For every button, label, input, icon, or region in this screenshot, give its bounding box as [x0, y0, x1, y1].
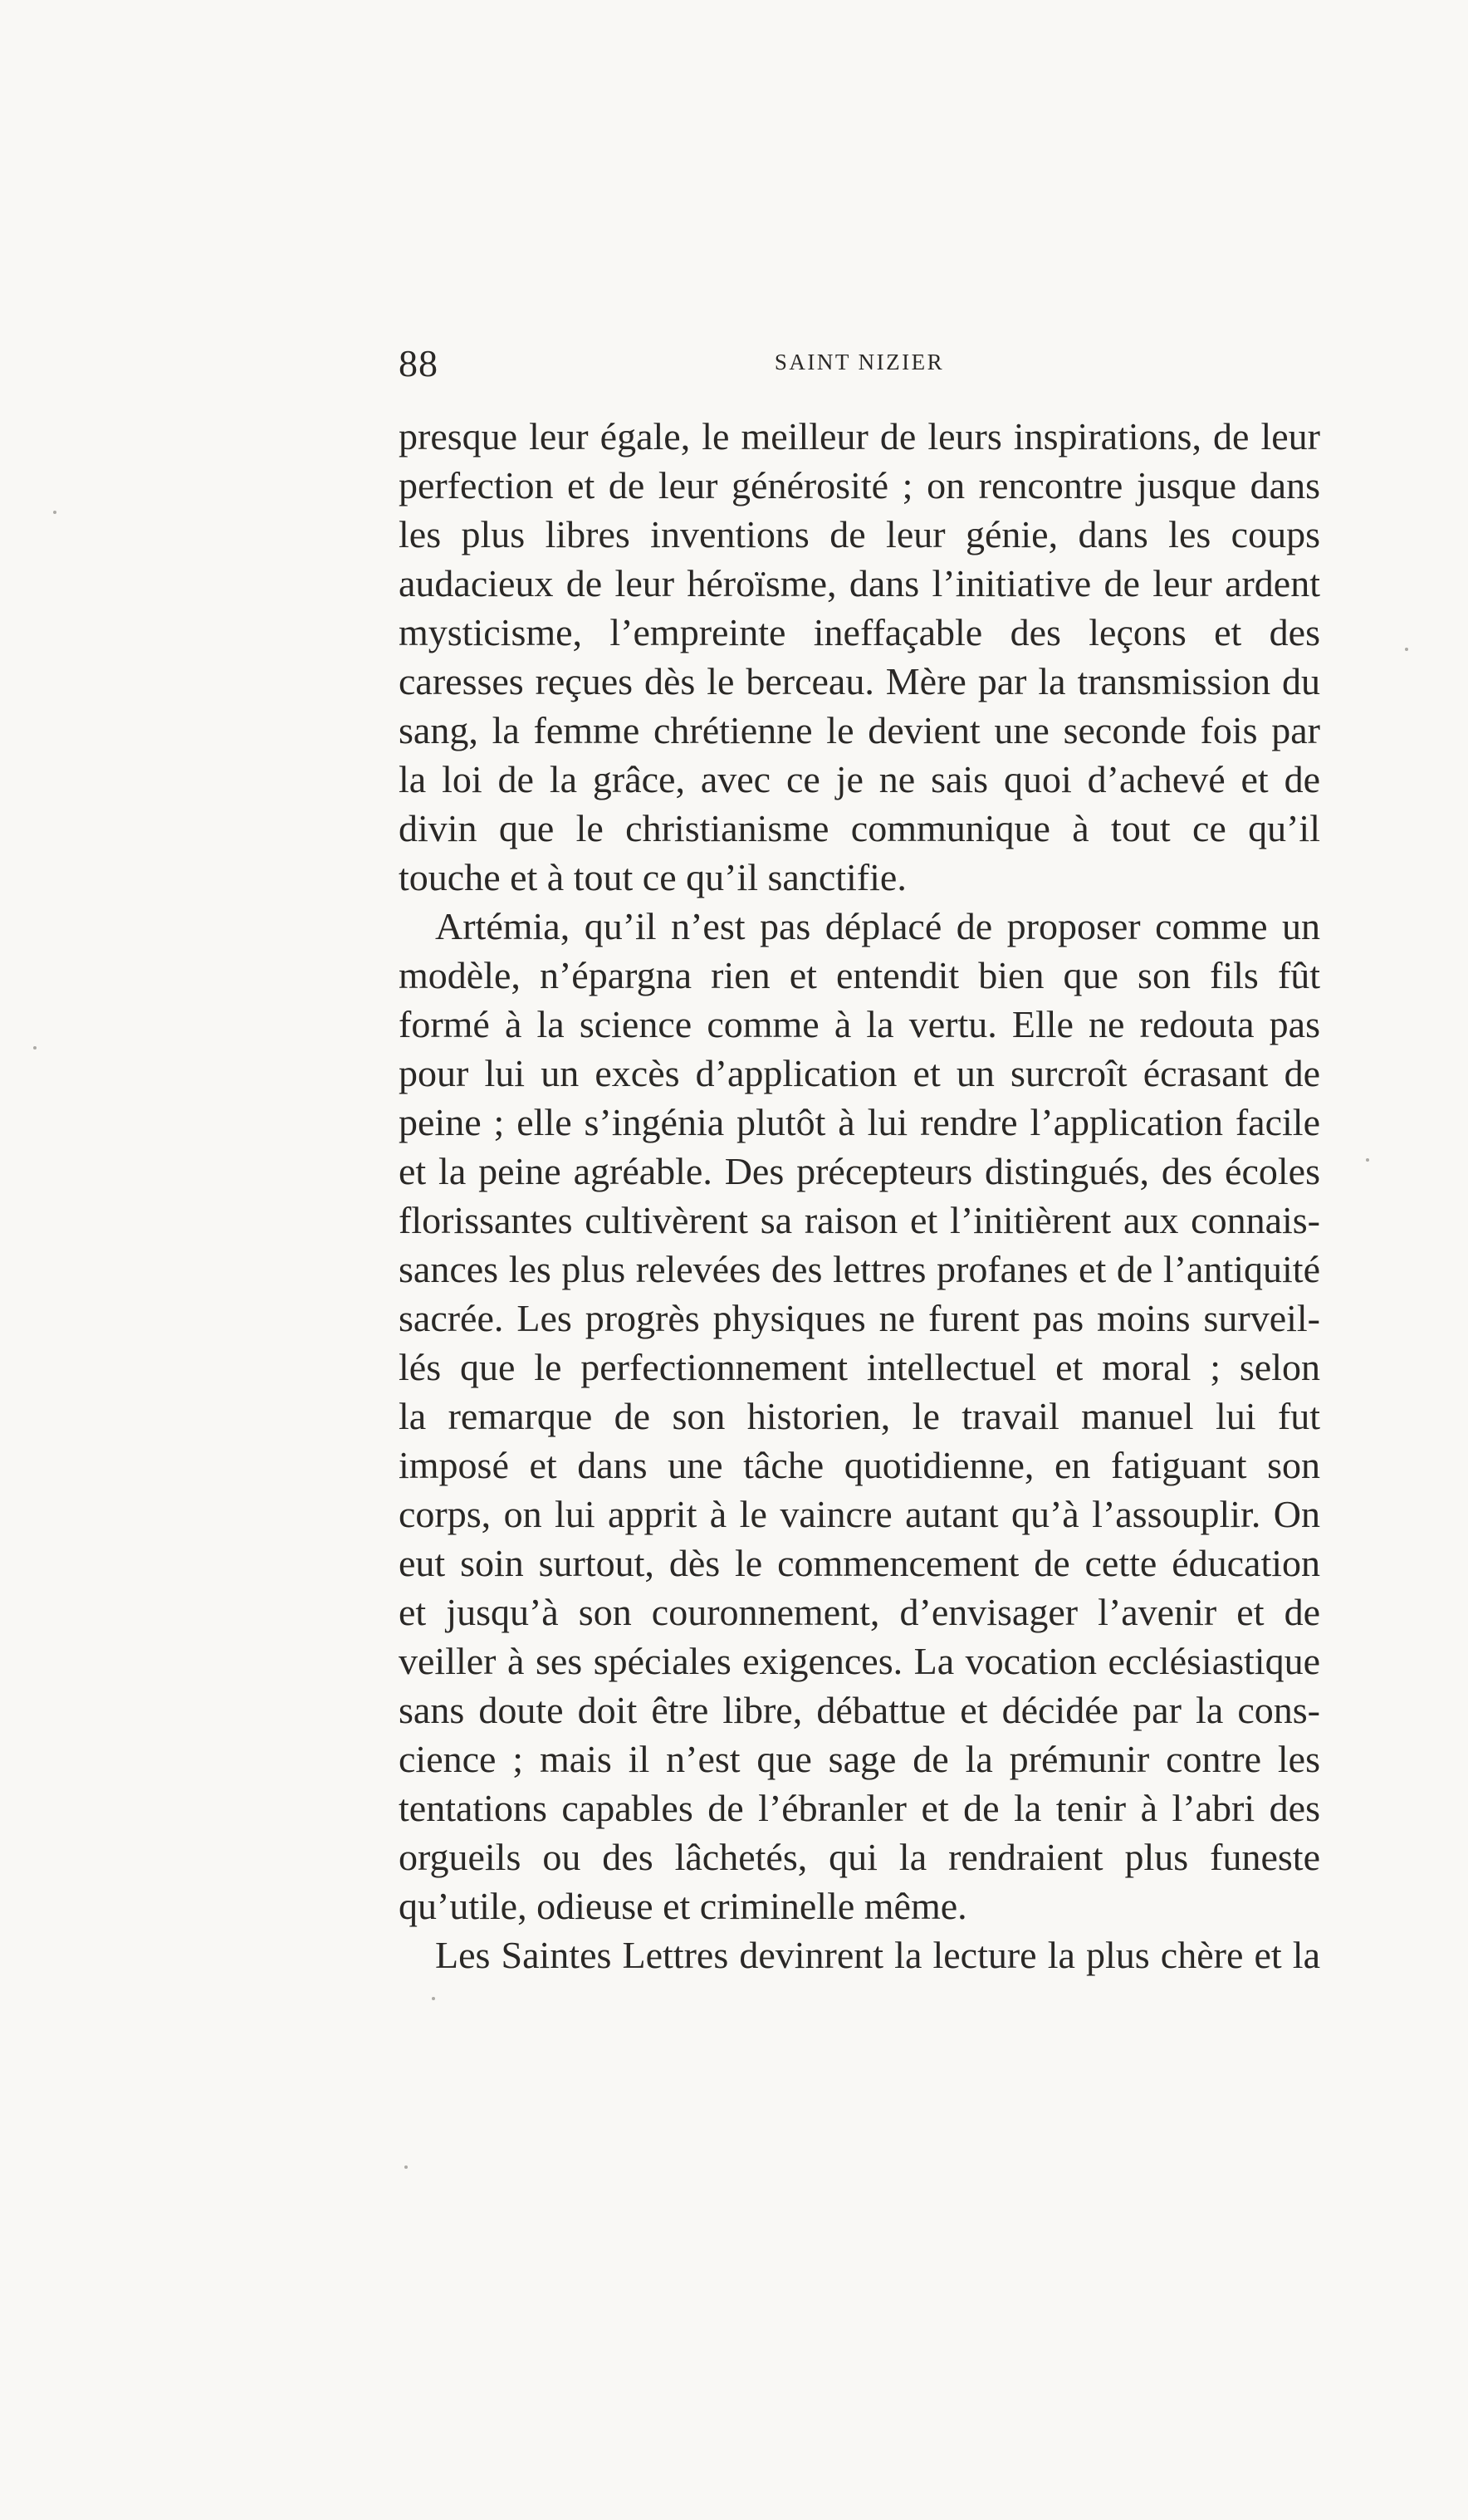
page-number: 88 — [399, 342, 438, 384]
text-line: eut soin surtout, dès le commencement de cette éducation — [399, 1542, 1320, 1584]
text-line: Les Saintes Lettres devinrent la lecture la plus chère et la — [435, 1934, 1320, 1976]
paper-speck — [1405, 648, 1408, 651]
text-line: modèle, n’épargna rien et entendit bien que son fils fût — [399, 954, 1320, 996]
text-line: corps, on lui apprit à le vaincre autant qu’à l’assouplir. On — [399, 1493, 1320, 1535]
text-line: Artémia, qu’il n’est pas déplacé de proposer comme un — [435, 905, 1320, 947]
running-header — [399, 339, 1320, 397]
running-title: SAINT NIZIER — [774, 350, 945, 374]
text-line: divin que le christianisme communique à tout ce qu’il — [399, 807, 1320, 849]
text-line: presque leur égale, le meilleur de leurs inspirations, de leur — [399, 415, 1320, 458]
text-line: perfection et de leur générosité ; on rencontre jusque dans — [399, 464, 1320, 506]
text-line: la loi de la grâce, avec ce je ne sais quoi d’achevé et de — [399, 758, 1320, 800]
text-line: cience ; mais il n’est que sage de la prémunir contre les — [399, 1738, 1320, 1780]
text-line: qu’utile, odieuse et criminelle même. — [399, 1885, 967, 1927]
paper-speck — [1366, 1158, 1369, 1162]
text-line: sacrée. Les progrès physiques ne furent pas moins surveil- — [399, 1297, 1320, 1339]
body-text — [399, 412, 1320, 1979]
text-line: florissantes cultivèrent sa raison et l’initièrent aux connais- — [399, 1199, 1320, 1241]
text-line: pour lui un excès d’application et un surcroît écrasant de — [399, 1052, 1320, 1094]
paper-speck — [33, 1046, 37, 1050]
text-line: sans doute doit être libre, débattue et décidée par la cons- — [399, 1689, 1320, 1731]
text-line: caresses reçues dès le berceau. Mère par la transmission du — [399, 660, 1320, 702]
text-line: lés que le perfectionnement intellectuel et moral ; selon — [399, 1346, 1320, 1388]
text-line: touche et à tout ce qu’il sanctifie. — [399, 856, 907, 898]
paper-speck — [404, 2165, 408, 2169]
paper-speck — [53, 511, 56, 514]
text-line: et jusqu’à son couronnement, d’envisager l’avenir et de — [399, 1591, 1320, 1633]
text-line: la remarque de son historien, le travail manuel lui fut — [399, 1395, 1320, 1437]
text-line: imposé et dans une tâche quotidienne, en fatiguant son — [399, 1444, 1320, 1486]
text-line: sances les plus relevées des lettres profanes et de l’antiquité — [399, 1248, 1320, 1290]
text-line: audacieux de leur héroïsme, dans l’initiative de leur ardent — [399, 562, 1320, 604]
text-line: peine ; elle s’ingénia plutôt à lui rendre l’application facile — [399, 1101, 1320, 1143]
text-line: formé à la science comme à la vertu. Elle ne redouta pas — [399, 1003, 1320, 1045]
text-line: veiller à ses spéciales exigences. La vocation ecclésiastique — [399, 1640, 1320, 1682]
text-line: et la peine agréable. Des précepteurs distingués, des écoles — [399, 1150, 1320, 1192]
text-line: les plus libres inventions de leur génie, dans les coups — [399, 513, 1320, 555]
text-line: orgueils ou des lâchetés, qui la rendraient plus funeste — [399, 1836, 1320, 1878]
text-line: tentations capables de l’ébranler et de la tenir à l’abri des — [399, 1787, 1320, 1829]
text-line: sang, la femme chrétienne le devient une seconde fois par — [399, 709, 1320, 751]
text-line: mysticisme, l’empreinte ineffaçable des leçons et des — [399, 611, 1320, 653]
paper-speck — [432, 1997, 435, 2000]
